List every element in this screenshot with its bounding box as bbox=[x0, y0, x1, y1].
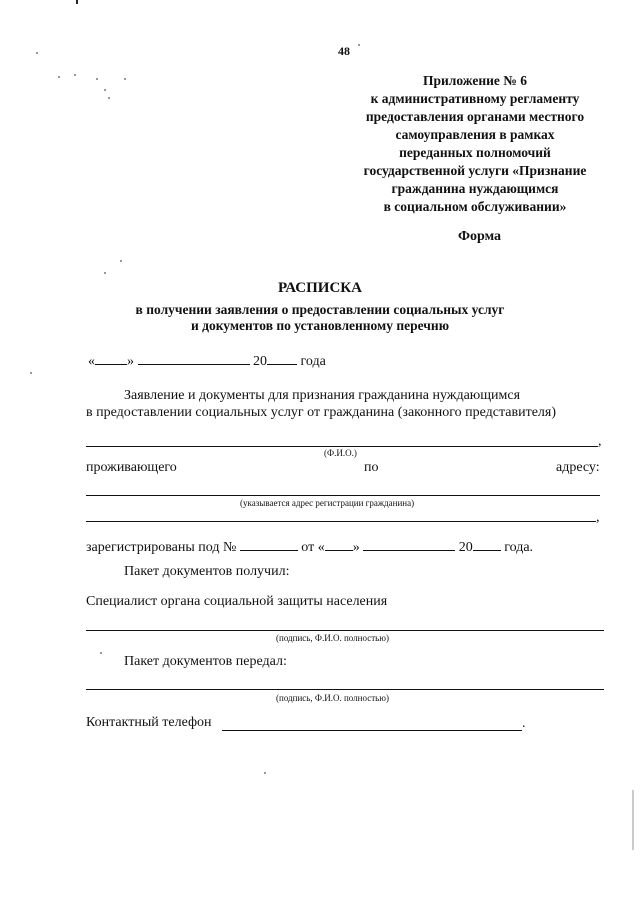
statement-line: в предоставлении социальных услуг от гражданина (законного представителя) bbox=[86, 405, 557, 420]
appendix-line: Приложение № 6 bbox=[423, 73, 527, 88]
scan-speck bbox=[96, 78, 98, 80]
registration-label: зарегистрированы под № bbox=[86, 540, 237, 555]
signature-caption: (подпись, Ф.И.О. полностью) bbox=[276, 633, 389, 643]
document-subtitle: в получении заявления о предоставлении социальных услуг bbox=[135, 302, 505, 317]
day-blank[interactable] bbox=[95, 352, 127, 365]
close-quote: » bbox=[352, 540, 360, 555]
scan-speck bbox=[74, 74, 76, 76]
signature-caption: (подпись, Ф.И.О. полностью) bbox=[276, 693, 389, 703]
scan-mark bbox=[76, 0, 78, 4]
scan-speck bbox=[264, 772, 266, 774]
year-blank[interactable] bbox=[267, 352, 297, 365]
appendix-line: гражданина нуждающимся bbox=[391, 181, 559, 196]
appendix-line: предоставления органами местного bbox=[365, 109, 585, 124]
scan-speck bbox=[120, 260, 122, 262]
address-caption: (указывается адрес регистрации гражданина) bbox=[240, 498, 415, 508]
signature-blank-1[interactable] bbox=[86, 630, 604, 631]
statement-line: Заявление и документы для признания гражданина нуждающимся bbox=[124, 388, 521, 403]
appendix-line: к административному регламенту bbox=[370, 91, 580, 106]
comma: , bbox=[598, 434, 602, 449]
address-blank-2[interactable] bbox=[86, 521, 596, 522]
form-label: Форма bbox=[458, 229, 502, 244]
comma: , bbox=[596, 510, 600, 525]
fio-blank[interactable] bbox=[86, 446, 598, 447]
year-prefix: 20 bbox=[458, 540, 473, 555]
scan-speck bbox=[58, 76, 60, 78]
address-blank[interactable] bbox=[86, 495, 600, 496]
appendix-line: государственной услуги «Признание bbox=[363, 163, 587, 178]
signature-blank-2[interactable] bbox=[86, 689, 604, 690]
scan-speck bbox=[108, 97, 110, 99]
scan-speck bbox=[104, 89, 106, 91]
appendix-line: переданных полномочий bbox=[399, 145, 551, 160]
scan-speck bbox=[358, 44, 360, 46]
scan-speck bbox=[100, 652, 102, 654]
year-suffix: года bbox=[300, 354, 326, 369]
page-number: 48 bbox=[338, 44, 350, 58]
close-quote: » bbox=[127, 354, 134, 369]
appendix-header bbox=[330, 72, 620, 216]
appendix-line: самоуправления в рамках bbox=[395, 127, 555, 142]
document-subtitle: и документов по установленному перечню bbox=[190, 318, 450, 333]
handed-label: Пакет документов передал: bbox=[124, 654, 287, 669]
residing-label: адресу: bbox=[556, 460, 600, 475]
phone-blank[interactable] bbox=[222, 730, 522, 731]
document-title: РАСПИСКА bbox=[277, 280, 363, 296]
phone-label: Контактный телефон bbox=[86, 715, 212, 730]
registration-field bbox=[86, 538, 533, 556]
scan-speck bbox=[124, 78, 126, 80]
scan-speck bbox=[36, 52, 38, 54]
date-field bbox=[88, 352, 326, 370]
fio-caption: (Ф.И.О.) bbox=[324, 448, 357, 458]
period: . bbox=[522, 716, 526, 731]
appendix-line: в социальном обслуживании» bbox=[383, 199, 567, 214]
registration-from: от « bbox=[301, 540, 325, 555]
specialist-label: Специалист органа социальной защиты населения bbox=[86, 594, 388, 609]
registration-year-blank[interactable] bbox=[473, 538, 501, 551]
scan-speck bbox=[30, 372, 32, 374]
scan-speck bbox=[104, 272, 106, 274]
year-prefix: 20 bbox=[253, 354, 267, 369]
received-label: Пакет документов получил: bbox=[124, 564, 290, 579]
residing-label: проживающего bbox=[86, 460, 177, 475]
registration-month-blank[interactable] bbox=[363, 538, 455, 551]
open-quote: « bbox=[88, 354, 95, 369]
year-suffix: года. bbox=[504, 540, 534, 555]
registration-number-blank[interactable] bbox=[240, 538, 298, 551]
scan-edge bbox=[632, 790, 634, 850]
month-blank[interactable] bbox=[138, 352, 250, 365]
residing-label: по bbox=[364, 460, 379, 475]
registration-day-blank[interactable] bbox=[325, 538, 353, 551]
